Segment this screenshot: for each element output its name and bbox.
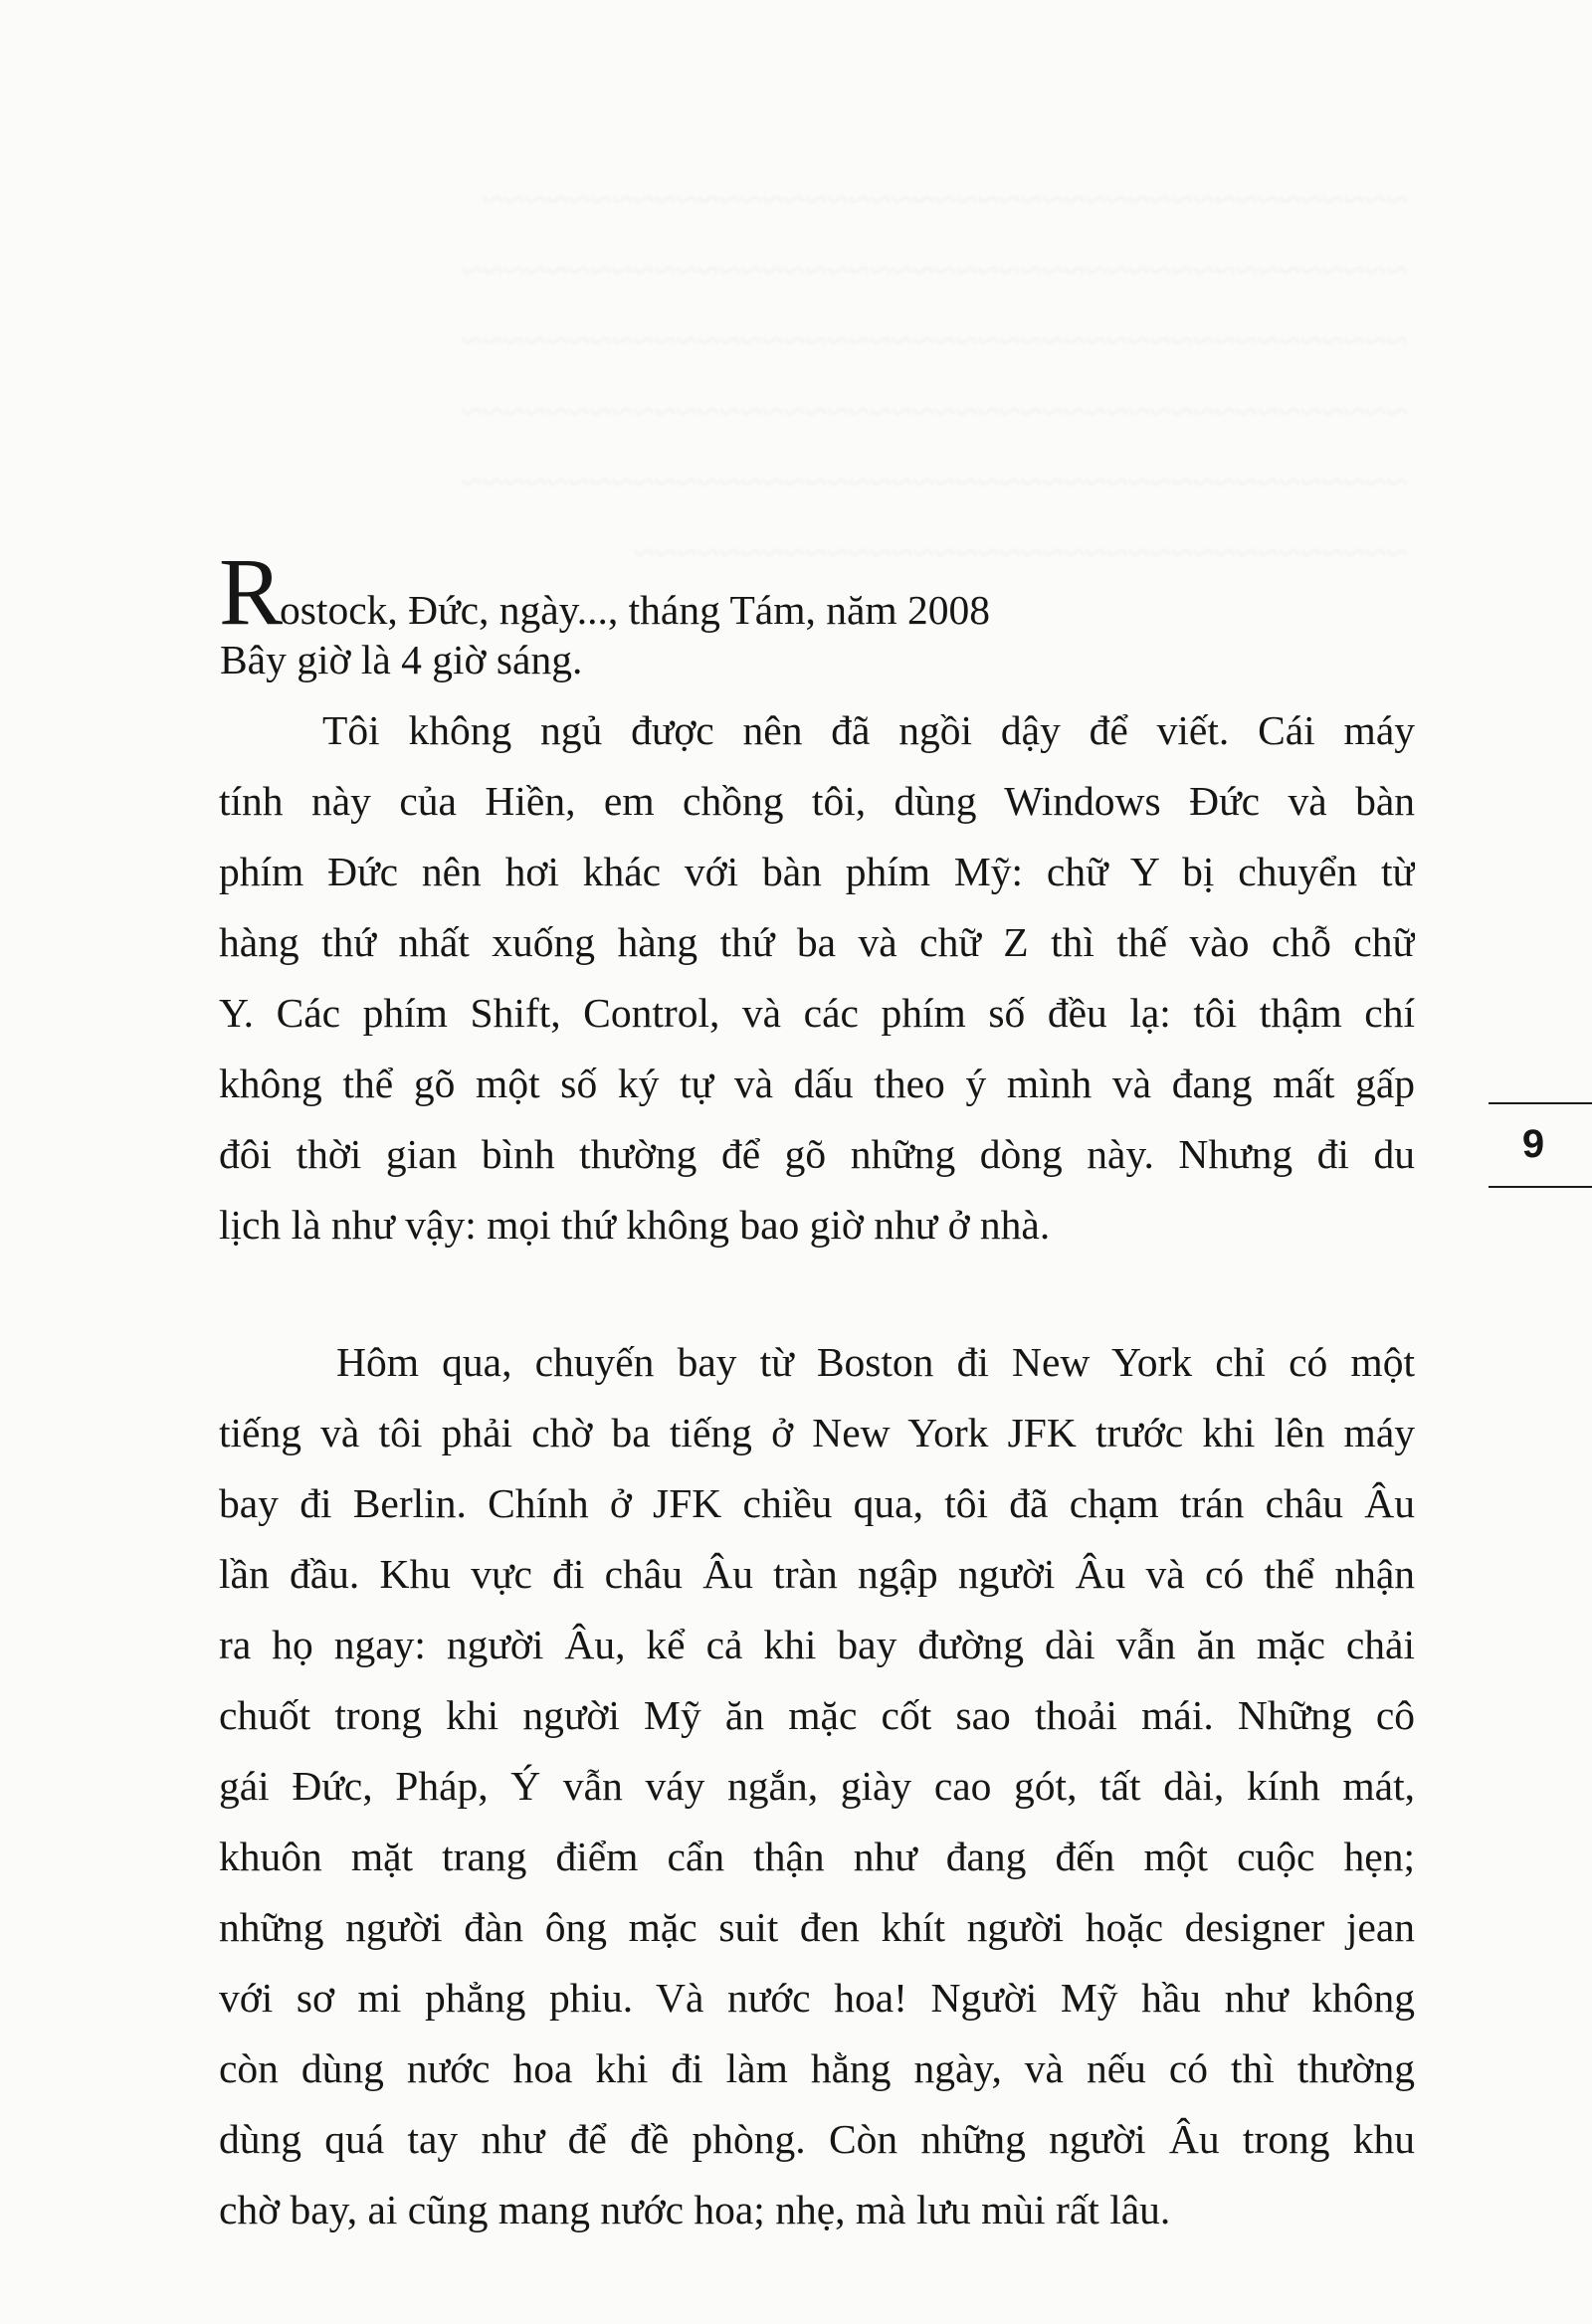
paragraph-line: Y. Các phím Shift, Control, và các phím số đều lạ: tôi thậm chí [219, 990, 1415, 1036]
paragraph-line: dùng quá tay như để đề phòng. Còn những người Âu trong khu [219, 2116, 1415, 2162]
paragraph-line: còn dùng nước hoa khi đi làm hằng ngày, và nếu có thì thường [219, 2045, 1415, 2091]
paragraph-line: bay đi Berlin. Chính ở JFK chiều qua, tôi đã chạm trán châu Âu [219, 1480, 1415, 1526]
paragraph-line: Tôi không ngủ được nên đã ngồi dậy để viết. Cái máy [322, 707, 1415, 753]
page-number: 9 [1521, 1122, 1545, 1166]
paragraph-spacer [219, 1260, 1415, 1327]
paragraph-line: đôi thời gian bình thường để gõ những dòng này. Nhưng đi du [219, 1131, 1415, 1177]
paragraph-line: hàng thứ nhất xuống hàng thứ ba và chữ Z thì thế vào chỗ chữ [219, 919, 1415, 965]
page-number-rule-top [1489, 1102, 1592, 1104]
paragraph-line: gái Đức, Pháp, Ý vẫn váy ngắn, giày cao gót, tất dài, kính mát, [219, 1763, 1415, 1809]
paragraph-line: lần đầu. Khu vực đi châu Âu tràn ngập người Âu và có thể nhận [219, 1551, 1415, 1597]
chapter-heading [219, 538, 1415, 645]
body-text [219, 538, 1415, 2245]
paragraph-line: Bây giờ là 4 giờ sáng. [220, 637, 583, 682]
paragraph-line: khuôn mặt trang điểm cẩn thận như đang đến một cuộc hẹn; [219, 1834, 1415, 1879]
paragraph-line: với sơ mi phẳng phiu. Và nước hoa! Người Mỹ hầu như không [219, 1975, 1415, 2021]
paragraph-line: chuốt trong khi người Mỹ ăn mặc cốt sao thoải mái. Những cô [219, 1692, 1415, 1738]
page-number-rule-bottom [1489, 1186, 1592, 1188]
paragraph-line: Hôm qua, chuyến bay từ Boston đi New York chỉ có một [336, 1339, 1415, 1385]
show-through-texture [224, 164, 1408, 588]
paragraph-line: tính này của Hiền, em chồng tôi, dùng Windows Đức và bàn [219, 778, 1415, 824]
page-number-tab [1489, 1102, 1592, 1188]
drop-cap: R [219, 538, 284, 645]
paragraph-line: ra họ ngay: người Âu, kể cả khi bay đường dài vẫn ăn mặc chải [219, 1622, 1415, 1667]
paragraph-line: phím Đức nên hơi khác với bàn phím Mỹ: chữ Y bị chuyển từ [219, 849, 1415, 894]
heading-text: ostock, Đức, ngày..., tháng Tám, năm 2008 [280, 587, 991, 633]
paragraph-line: lịch là như vậy: mọi thứ không bao giờ như ở nhà. [219, 1202, 1051, 1248]
paragraph-line: không thể gõ một số ký tự và dấu theo ý mình và đang mất gấp [219, 1061, 1415, 1106]
paragraph-line: những người đàn ông mặc suit đen khít người hoặc designer jean [219, 1904, 1415, 1950]
paragraph-line: tiếng và tôi phải chờ ba tiếng ở New York JFK trước khi lên máy [219, 1410, 1415, 1455]
paragraph-line: chờ bay, ai cũng mang nước hoa; nhẹ, mà lưu mùi rất lâu. [219, 2187, 1171, 2232]
